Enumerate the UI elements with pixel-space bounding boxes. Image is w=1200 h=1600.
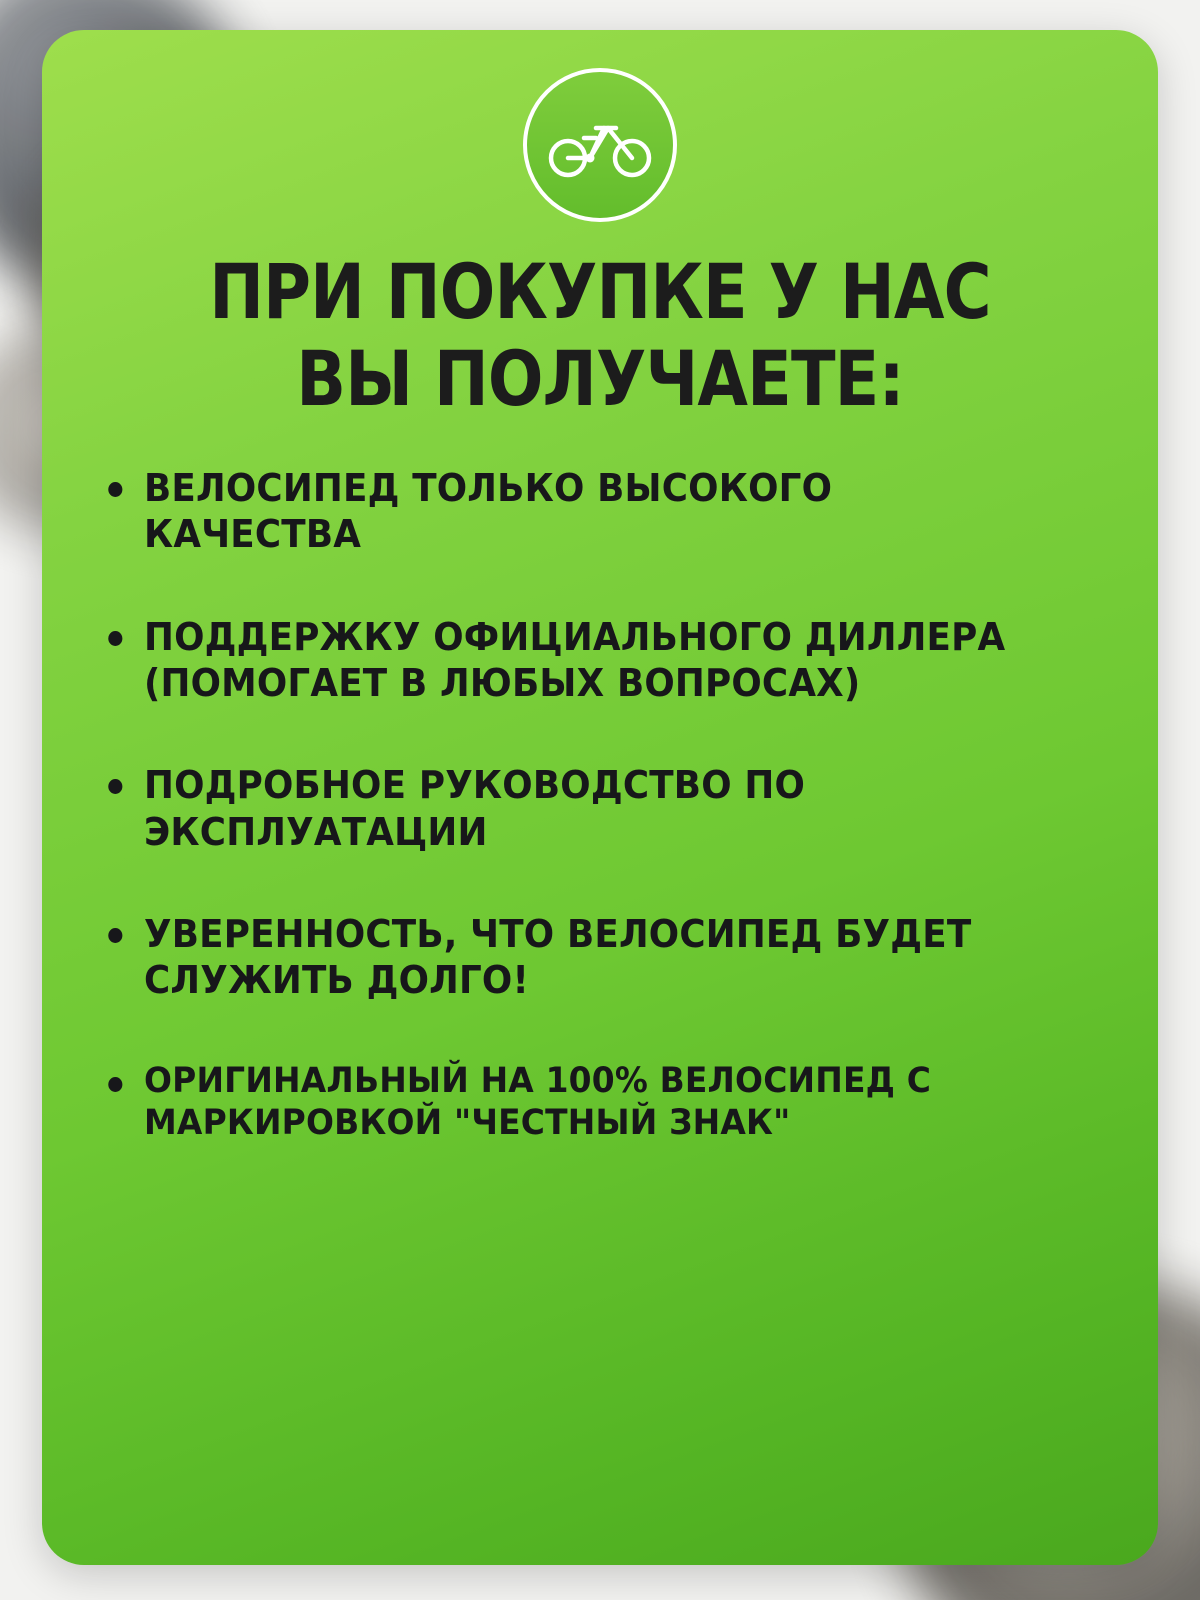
page-title: ПРИ ПОКУПКЕ У НАС ВЫ ПОЛУЧАЕТЕ: (209, 247, 991, 424)
list-item: ПОДРОБНОЕ РУКОВОДСТВО ПО ЭКСПЛУАТАЦИИ (144, 762, 1048, 855)
promo-card (42, 30, 1158, 1565)
list-item: ПОДДЕРЖКУ ОФИЦИАЛЬНОГО ДИЛЛЕРА (ПОМОГАЕТ В ЛЮБЫХ ВОПРОСАХ) (144, 614, 1048, 707)
bicycle-icon (546, 110, 654, 180)
list-item: ВЕЛОСИПЕД ТОЛЬКО ВЫСОКОГО КАЧЕСТВА (144, 465, 1048, 558)
list-item: ОРИГИНАЛЬНЫЙ НА 100% ВЕЛОСИПЕД С МАРКИРОВКОЙ "ЧЕСТНЫЙ ЗНАК" (144, 1060, 1048, 1145)
logo-area (88, 68, 1112, 222)
list-item: УВЕРЕННОСТЬ, ЧТО ВЕЛОСИПЕД БУДЕТ СЛУЖИТЬ ДОЛГО! (144, 911, 1048, 1004)
logo-badge (523, 68, 677, 222)
benefits-list (88, 465, 1112, 1145)
